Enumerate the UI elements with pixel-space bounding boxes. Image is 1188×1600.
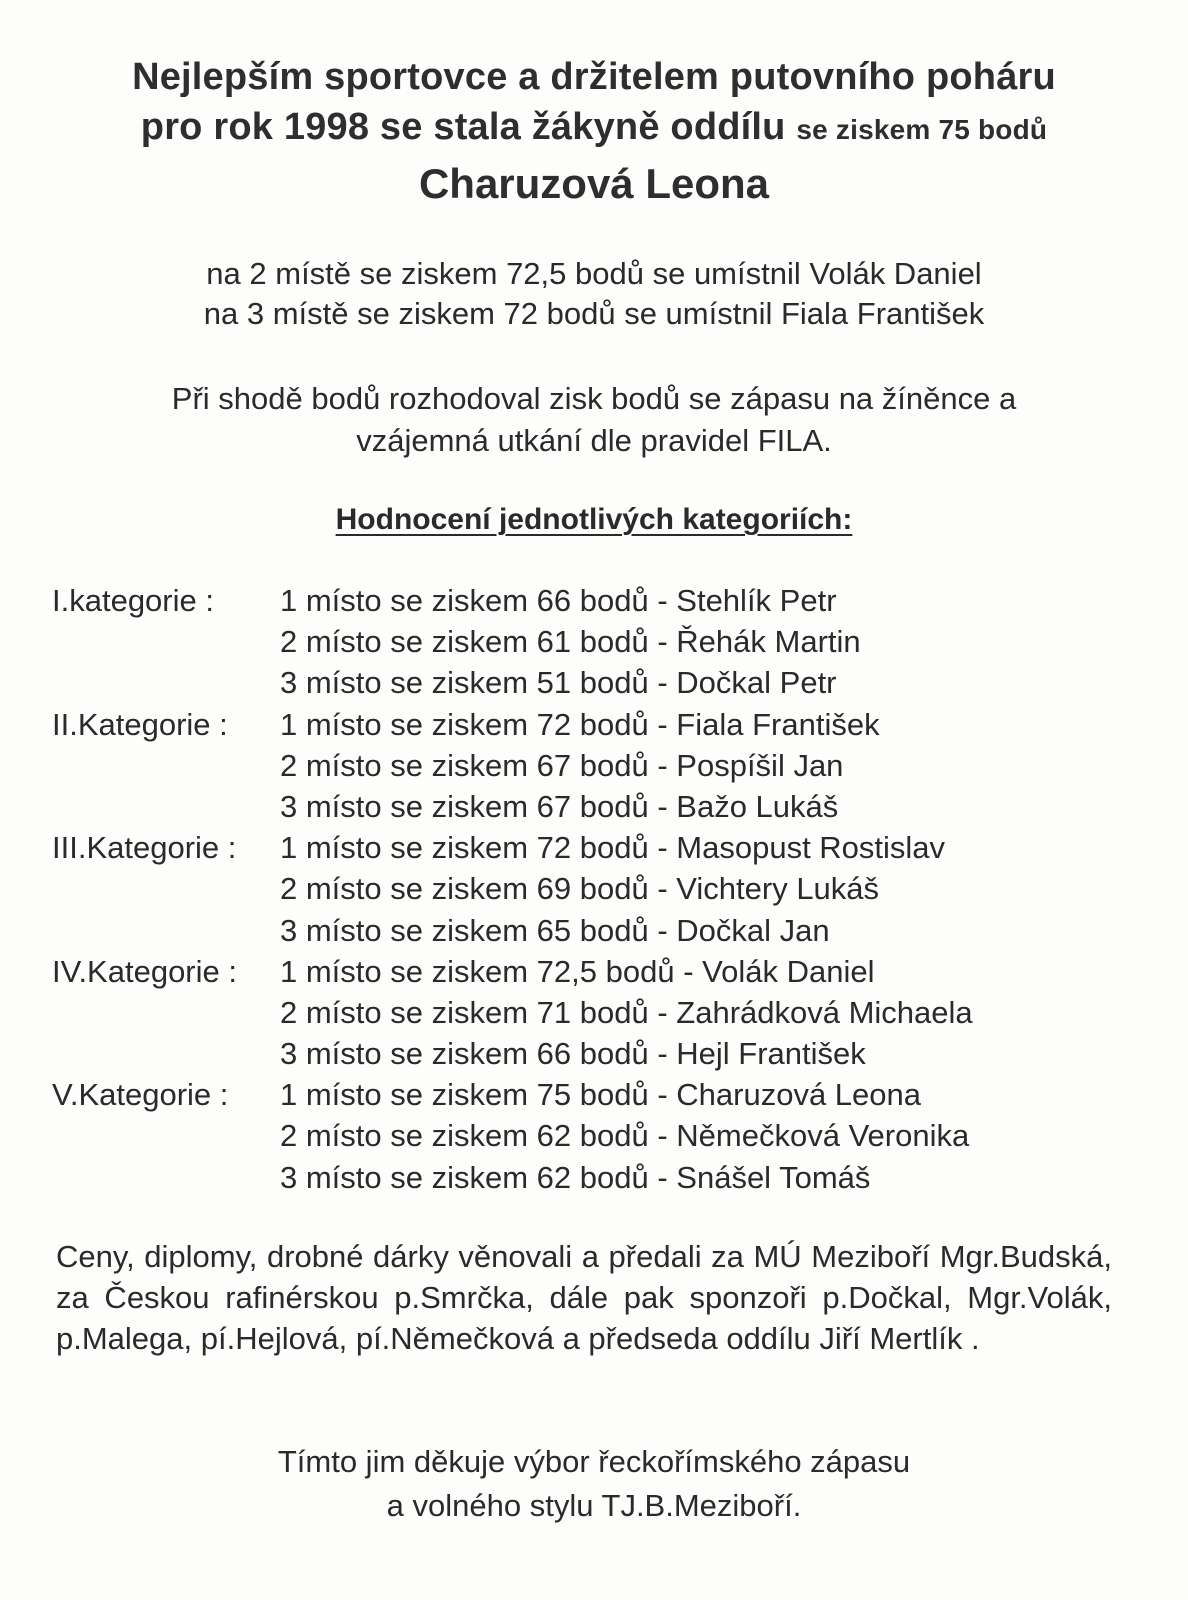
placement-text: 2 místo se ziskem 69 bodů - Vichtery Lukáš — [280, 871, 880, 907]
title-block — [0, 52, 1188, 213]
closing-line-1: Tímto jim děkuje výbor řeckořímského zápasu — [277, 1444, 911, 1479]
winner-name: Charuzová Leona — [418, 160, 770, 207]
title-line-2 — [0, 102, 1188, 155]
third-place-line: na 3 místě se ziskem 72 bodů se umístnil Fiala František — [203, 296, 985, 331]
placement-text: 1 místo se ziskem 72 bodů - Masopust Rostislav — [280, 830, 946, 866]
closing-line-2: a volného stylu TJ.B.Meziboří. — [386, 1488, 802, 1523]
tie-rule-paragraph — [0, 378, 1188, 462]
tie-rule-line-1: Při shodě bodů rozhodoval zisk bodů se zápasu na žíněnce a — [171, 381, 1017, 416]
placement-text: 3 místo se ziskem 67 bodů - Bažo Lukáš — [280, 788, 839, 824]
placement-text: 1 místo se ziskem 66 bodů - Stehlík Petr — [280, 583, 837, 618]
categories-heading-text: Hodnocení jednotlivých kategoriích: — [335, 503, 853, 536]
title-line-2-points: se ziskem 75 bodů — [796, 114, 1048, 145]
category-label: V.Kategorie : — [52, 1077, 229, 1113]
tie-rule-line-2: vzájemná utkání dle pravidel FILA. — [356, 423, 832, 458]
placement-text: 2 místo se ziskem 61 bodů - Řehák Martin — [280, 624, 861, 660]
category-label: III.Kategorie : — [52, 830, 237, 866]
category-label: IV.Kategorie : — [52, 953, 237, 989]
placement-text: 2 místo se ziskem 62 bodů - Němečková Veronika — [280, 1118, 970, 1154]
sponsors-paragraph: Ceny, diplomy, drobné dárky věnovali a předali za MÚ Meziboří Mgr.Budská, za Českou rafinérskou p.Smrčka, dále pak sponzoři p.Dočkal, Mgr.Volák, p.Malega, pí.Hejlová, pí.Němečková a předseda oddílu Jiří Mertlík . — [56, 1239, 1112, 1356]
placement-text: 3 místo se ziskem 62 bodů - Snášel Tomáš — [280, 1159, 871, 1195]
placement-text: 1 místo se ziskem 72 bodů - Fiala František — [280, 706, 880, 742]
runner-up-places — [0, 254, 1188, 334]
placement-text: 3 místo se ziskem 51 bodů - Dočkal Petr — [280, 665, 837, 701]
category-label: II.Kategorie : — [52, 706, 228, 742]
placement-text: 3 místo se ziskem 66 bodů - Hejl František — [280, 1036, 866, 1072]
placement-text: 2 místo se ziskem 71 bodů - Zahrádková Michaela — [280, 994, 973, 1030]
placement-text: 3 místo se ziskem 65 bodů - Dočkal Jan — [280, 912, 830, 948]
closing-signature — [0, 1440, 1188, 1528]
categories-heading — [0, 500, 1188, 540]
second-place-line: na 2 místě se ziskem 72,5 bodů se umístnil Volák Daniel — [206, 256, 982, 291]
placement-text: 1 místo se ziskem 75 bodů - Charuzová Leona — [280, 1077, 922, 1113]
category-label: I.kategorie : — [52, 583, 214, 618]
title-line-1: Nejlepším sportovce a držitelem putovního poháru — [132, 56, 1056, 98]
placement-text: 2 místo se ziskem 67 bodů - Pospíšil Jan — [280, 747, 844, 783]
placement-text: 1 místo se ziskem 72,5 bodů - Volák Daniel — [280, 953, 875, 989]
title-line-2-main: pro rok 1998 se stala žákyně oddílu — [140, 106, 786, 148]
